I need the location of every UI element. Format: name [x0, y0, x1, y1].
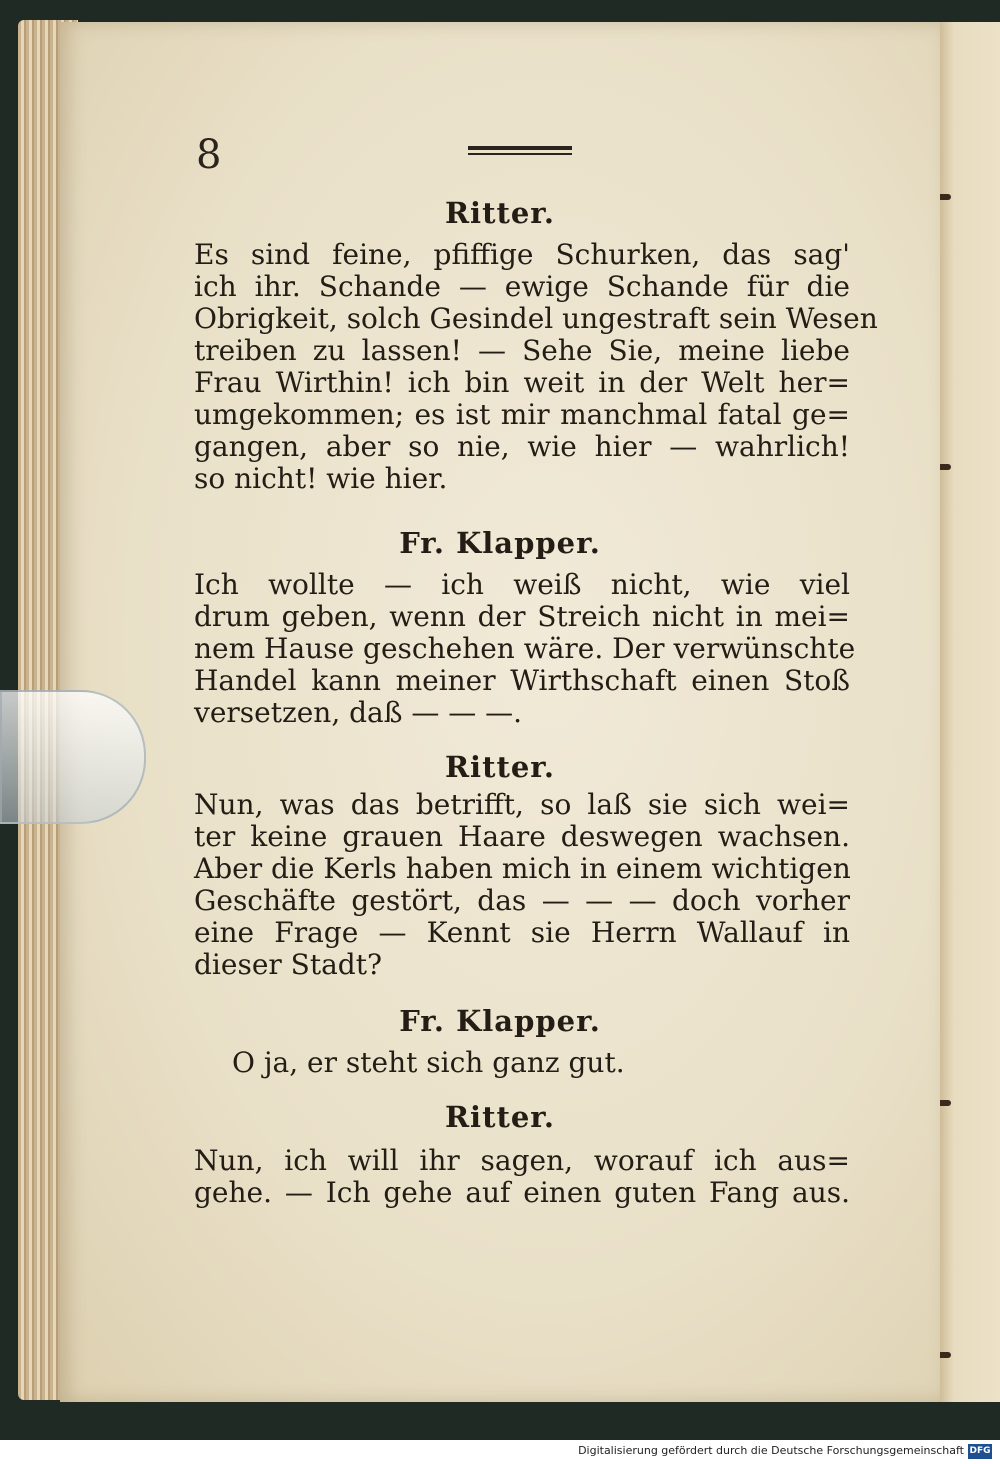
speaker-heading: Ritter.: [444, 196, 556, 230]
text-line: ich ihr. Schande — ewige Schande für die: [194, 270, 850, 303]
text-line: Geschäfte gestört, das — — — doch vorher: [194, 884, 850, 917]
text-line: dieser Stadt?: [194, 948, 382, 981]
text-line: Aber die Kerls haben mich in einem wichtigen: [194, 852, 851, 885]
text-line: Handel kann meiner Wirthschaft einen Stoß: [194, 664, 850, 697]
text-line: treiben zu lassen! — Sehe Sie, meine liebe: [194, 334, 850, 367]
header-rule-thin: [468, 153, 572, 155]
text-line: Ich wollte — ich weiß nicht, wie viel: [194, 568, 850, 601]
header-rule: [468, 146, 572, 150]
text-line: Frau Wirthin! ich bin weit in der Welt her=: [194, 366, 850, 399]
speaker-heading: Fr. Klapper.: [399, 526, 601, 560]
text-line: ter keine grauen Haare deswegen wachsen.: [194, 820, 850, 853]
text-line: nem Hause geschehen wäre. Der verwünschte: [194, 632, 856, 665]
text-line: so nicht! wie hier.: [194, 462, 448, 495]
text-line: gangen, aber so nie, wie hier — wahrlich!: [194, 430, 850, 463]
text-line: O ja, er steht sich ganz gut.: [232, 1046, 625, 1079]
text-line: Es sind feine, pfiffige Schurken, das sag': [194, 238, 850, 271]
text-line: umgekommen; es ist mir manchmal fatal ge=: [194, 398, 850, 431]
speaker-heading: Ritter.: [444, 750, 556, 784]
text-line: eine Frage — Kennt sie Herrn Wallauf in: [194, 916, 850, 949]
text-line: versetzen, daß — — —.: [194, 696, 523, 729]
text-line: Nun, ich will ihr sagen, worauf ich aus=: [194, 1144, 850, 1177]
speaker-heading: Ritter.: [444, 1100, 556, 1134]
footer-credit: Digitalisierung gefördert durch die Deutsche Forschungsgemeinschaft: [578, 1444, 964, 1457]
page-number: 8: [196, 132, 222, 178]
speaker-heading: Fr. Klapper.: [399, 1004, 601, 1038]
dfg-logo: DFG: [968, 1444, 992, 1459]
text-line: Nun, was das betrifft, so laß sie sich wei=: [194, 788, 850, 821]
text-line: drum geben, wenn der Streich nicht in mei=: [194, 600, 850, 633]
footer-bar: [0, 1440, 1000, 1464]
text-line: Obrigkeit, solch Gesindel ungestraft sein Wesen: [194, 302, 878, 335]
text-line: gehe. — Ich gehe auf einen guten Fang aus.: [194, 1176, 850, 1209]
